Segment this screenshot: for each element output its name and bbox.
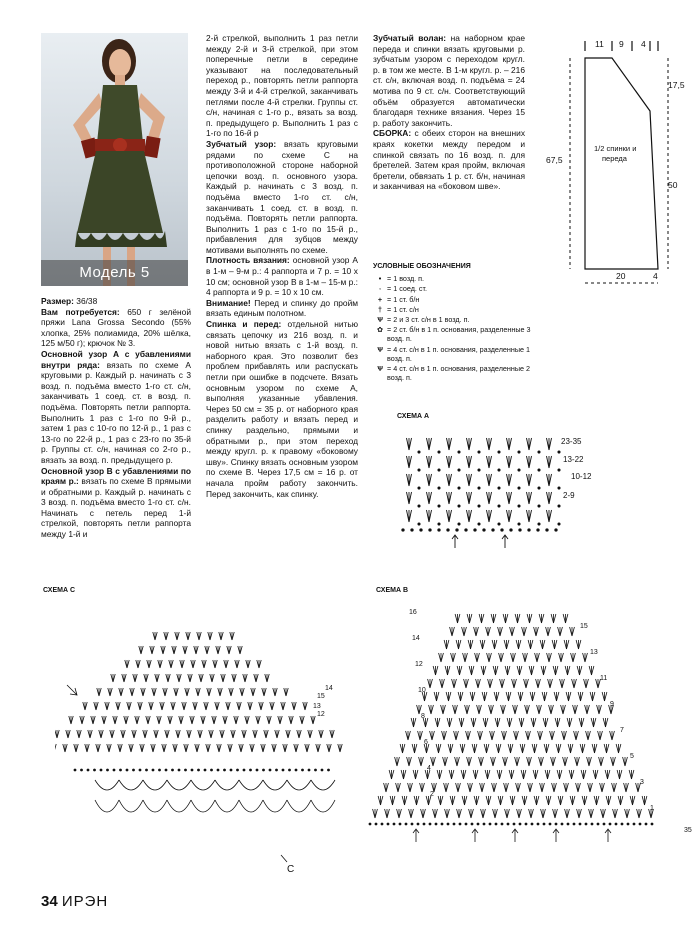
assembly-paragraph bbox=[373, 128, 525, 192]
chain-dot bbox=[289, 769, 291, 771]
chain-dot bbox=[633, 823, 635, 825]
chain-dot bbox=[538, 469, 540, 471]
chain-dot bbox=[133, 769, 135, 771]
chain-dot bbox=[558, 523, 560, 525]
scheme-b-row-label: 16 bbox=[409, 609, 417, 616]
chain-dot bbox=[603, 823, 605, 825]
chain-dot bbox=[558, 487, 560, 489]
legend-text: = 4 ст. с/н в 1 п. основания, разделенные 2 возд. п. bbox=[387, 364, 530, 383]
chain-dot bbox=[459, 823, 461, 825]
chain-dot bbox=[435, 823, 437, 825]
chain-dot bbox=[211, 769, 213, 771]
legend-text: = 4 ст. с/н в 1 п. основания, разделенные 1 возд. п. bbox=[387, 344, 530, 363]
chain-dot bbox=[387, 823, 389, 825]
arrow-mark bbox=[553, 829, 559, 842]
chain-dot bbox=[471, 823, 473, 825]
chain-dot bbox=[458, 451, 460, 453]
scheme-b-row-label: 1 bbox=[650, 805, 654, 812]
chain-dot bbox=[100, 769, 102, 771]
zigzag-value: вязать круговыми рядами по схеме С на противоположной стороне наборной цепочки возд. п. основного узора. Каждый р. начинать с 3 возд. п. подъёма вместо 1-го ст. с/н, заканчивать 1 соед. ст. в возд. п. подъёма. Повторять петли раппорта. Выполнить 1 раз с 1-го по 15-й р., прибавления для зубцов между мотивами выполнять по схеме. bbox=[206, 138, 358, 255]
legend-item bbox=[373, 295, 533, 304]
scallop-mark bbox=[167, 800, 191, 812]
assembly-label: СБОРКА: bbox=[373, 128, 412, 139]
model-photo bbox=[41, 33, 188, 286]
chain-dot bbox=[417, 823, 419, 825]
chain-dot bbox=[308, 769, 310, 771]
chain-dot bbox=[250, 769, 252, 771]
scheme-c-row-label: 13 bbox=[313, 703, 321, 710]
chain-dot bbox=[458, 487, 460, 489]
chain-dot bbox=[651, 823, 653, 825]
back-front-paragraph bbox=[206, 319, 358, 499]
chain-dot bbox=[478, 487, 480, 489]
chain-dot bbox=[375, 823, 377, 825]
attention-value: Перед и спинку до пройм вязать единым полотном. bbox=[206, 297, 359, 319]
chain-dot bbox=[531, 823, 533, 825]
chain-dot bbox=[224, 769, 226, 771]
chain-dot bbox=[139, 769, 141, 771]
pattern-a-paragraph bbox=[41, 349, 191, 466]
chain-dot bbox=[558, 451, 560, 453]
chain-dot bbox=[518, 487, 520, 489]
dim-top-3: 4 bbox=[641, 39, 646, 49]
legend-symbol: ✿ bbox=[376, 325, 384, 335]
chain-dot bbox=[465, 823, 467, 825]
chain-dot bbox=[441, 823, 443, 825]
pattern-b-value: вязать по схеме В прямыми и обратными р. Каждый р. начинать с 3 возд. п. подъёма вместо 1-го ст. с/н. Начинать с петель перед 1-й стрелкой, повторять петли раппорта между 1-й и bbox=[41, 476, 192, 540]
scheme-b-row-label: 11 bbox=[600, 675, 608, 682]
chain-dot bbox=[230, 769, 232, 771]
chain-dot bbox=[269, 769, 271, 771]
arrow-mark bbox=[472, 829, 478, 842]
chain-dot bbox=[501, 823, 503, 825]
chain-dot bbox=[402, 529, 404, 531]
legend-text: = 1 ст. б/н bbox=[387, 294, 420, 304]
zigzag-paragraph bbox=[206, 139, 358, 256]
chain-dot bbox=[263, 769, 265, 771]
scheme-c-row-label: 14 bbox=[325, 685, 333, 692]
scallop-mark bbox=[191, 800, 215, 812]
schematic-label-1: 1/2 спинки и bbox=[594, 144, 637, 153]
chain-dot bbox=[597, 823, 599, 825]
chain-dot bbox=[243, 769, 245, 771]
chain-dot bbox=[172, 769, 174, 771]
dim-bottom-1: 20 bbox=[616, 271, 626, 281]
chain-dot bbox=[438, 529, 440, 531]
legend-symbol: + bbox=[377, 294, 383, 304]
chain-dot bbox=[478, 505, 480, 507]
chain-dot bbox=[498, 523, 500, 525]
chain-dot bbox=[567, 823, 569, 825]
chain-dot bbox=[639, 823, 641, 825]
scheme-b-row-label: 10 bbox=[418, 687, 426, 694]
chain-dot bbox=[295, 769, 297, 771]
scallop-mark bbox=[215, 800, 239, 812]
pattern-a-value: вязать по схеме А круговыми р. Каждый р. начинать с 3 возд. п. подъёма вместо 1-го ст. с/н, заканчивать 1 соед. ст. в возд. п. подъёма. Повторять петли раппорта. Выполнить 1 раз с 1-го по 9-й р., затем 1 раз с 10-го по 12-й р., 1 раз с 13-го по 22-й р., 1 раз с 23-го по 35-й р. Группы ст. с/н, начиная со 2-го р., вязать за возд. п. предыдущего р. bbox=[41, 359, 191, 465]
chain-dot bbox=[518, 469, 520, 471]
chain-dot bbox=[438, 451, 440, 453]
scallop-mark bbox=[311, 780, 335, 790]
chain-dot bbox=[159, 769, 161, 771]
column-1 bbox=[41, 296, 191, 540]
chain-dot bbox=[328, 769, 330, 771]
scallop-mark bbox=[239, 780, 263, 790]
legend-item bbox=[373, 305, 533, 314]
arrow-mark bbox=[413, 829, 419, 842]
chain-dot bbox=[518, 505, 520, 507]
size-value: 36/38 bbox=[76, 296, 98, 306]
scallop-mark bbox=[143, 780, 167, 790]
legend-title: УСЛОВНЫЕ ОБОЗНАЧЕНИЯ bbox=[373, 263, 471, 270]
chain-dot bbox=[483, 529, 485, 531]
pattern-b-paragraph bbox=[41, 466, 191, 540]
chain-dot bbox=[510, 529, 512, 531]
chain-dot bbox=[152, 769, 154, 771]
scallop-mark bbox=[311, 800, 335, 812]
chain-dot bbox=[621, 823, 623, 825]
scallop-mark bbox=[191, 780, 215, 790]
chain-dot bbox=[538, 505, 540, 507]
chain-dot bbox=[498, 469, 500, 471]
chain-dot bbox=[438, 469, 440, 471]
chain-dot bbox=[256, 769, 258, 771]
legend-text: = 2 и 3 ст. с/н в 1 возд. п. bbox=[387, 315, 470, 325]
chain-dot bbox=[492, 529, 494, 531]
chain-dot bbox=[483, 823, 485, 825]
dim-top-1: 11 bbox=[595, 39, 604, 49]
chain-dot bbox=[429, 529, 431, 531]
chain-dot bbox=[438, 487, 440, 489]
magazine-name: ИРЭН bbox=[61, 893, 109, 910]
arrow-mark bbox=[452, 535, 458, 548]
scheme-c-row-label: 12 bbox=[317, 711, 325, 718]
chain-dot bbox=[518, 451, 520, 453]
model-label: Модель 5 bbox=[41, 260, 188, 286]
chain-dot bbox=[418, 523, 420, 525]
dim-height-upper: 17,5 bbox=[668, 80, 685, 90]
scallop-mark bbox=[167, 780, 191, 790]
chain-dot bbox=[573, 823, 575, 825]
chain-dot bbox=[429, 823, 431, 825]
chain-dot bbox=[558, 469, 560, 471]
chain-dot bbox=[302, 769, 304, 771]
scheme-c-letter: C bbox=[287, 864, 295, 875]
chain-dot bbox=[198, 769, 200, 771]
chain-dot bbox=[474, 529, 476, 531]
chain-dot bbox=[458, 469, 460, 471]
pattern-schematic bbox=[540, 33, 690, 293]
attention-label: Внимание! bbox=[206, 297, 251, 308]
chain-dot bbox=[555, 823, 557, 825]
chain-dot bbox=[423, 823, 425, 825]
chain-dot bbox=[447, 529, 449, 531]
legend-item bbox=[373, 284, 533, 293]
chain-dot bbox=[477, 823, 479, 825]
chain-dot bbox=[276, 769, 278, 771]
chain-dot bbox=[543, 823, 545, 825]
chain-dot bbox=[458, 505, 460, 507]
chain-dot bbox=[561, 823, 563, 825]
chain-dot bbox=[645, 823, 647, 825]
chain-dot bbox=[120, 769, 122, 771]
legend-text: = 2 ст. б/н в 1 п. основания, разделенные 3 возд. п. bbox=[387, 325, 531, 344]
chain-dot bbox=[546, 529, 548, 531]
legend-symbol: Ѱ bbox=[377, 364, 383, 374]
chain-dot bbox=[411, 823, 413, 825]
scheme-b-row-label: 9 bbox=[610, 701, 614, 708]
chain-dot bbox=[538, 451, 540, 453]
chain-dot bbox=[498, 505, 500, 507]
chain-dot bbox=[87, 769, 89, 771]
chain-dot bbox=[513, 823, 515, 825]
chain-dot bbox=[627, 823, 629, 825]
chain-dot bbox=[489, 823, 491, 825]
arrow-mark bbox=[67, 685, 77, 695]
scheme-b-row-label: 2 bbox=[430, 791, 434, 798]
page-footer bbox=[41, 893, 108, 910]
scallop-mark bbox=[95, 780, 119, 790]
chain-dot bbox=[405, 823, 407, 825]
zigzag-label: Зубчатый узор: bbox=[206, 138, 277, 149]
chain-dot bbox=[107, 769, 109, 771]
materials-paragraph bbox=[41, 307, 191, 349]
chain-dot bbox=[453, 823, 455, 825]
legend-text: = 1 соед. ст. bbox=[387, 284, 427, 294]
legend-item bbox=[373, 274, 533, 283]
scheme-b-row-label: 6 bbox=[424, 739, 428, 746]
pattern-b-continued: 2-й стрелкой, выполнить 1 раз петли между 2-й и 3-й стрелкой, при этом поперечные петли в середине указывают на последовательный переход р., повторять петли раппорта между 3-й и 4-й стрелкой, заканчивать петлями после 4-й стрелки. Группы ст. с/н, начиная с 1-го р., вязать за возд. п. предыдущего р. Выполнить 1 раз с 1-го по 16-й р bbox=[206, 33, 358, 139]
chain-dot bbox=[418, 451, 420, 453]
scallop-mark bbox=[215, 780, 239, 790]
scheme-b-row-label: 15 bbox=[580, 623, 588, 630]
ruffle-value: на наборном крае переда и спинки вязать круговыми р. зубчатым узором с переходом кругл. р. в том же месте. В 1-м кругл. р. – 216 ст. с/н, включая возд. п. подъёма = 24 мотива по 9 ст. с/н. Соответствующий объём образуется автоматически благодаря технике вязания. Через 15 р. работу закончить. bbox=[373, 33, 526, 128]
chain-dot bbox=[447, 823, 449, 825]
scheme-a-label: СХЕМА А bbox=[397, 413, 430, 420]
scheme-b-row-label: 8 bbox=[421, 713, 425, 720]
chain-dot bbox=[519, 529, 521, 531]
ruffle-paragraph bbox=[373, 33, 525, 128]
chain-dot bbox=[537, 823, 539, 825]
density-paragraph bbox=[206, 255, 358, 297]
chain-dot bbox=[185, 769, 187, 771]
chain-dot bbox=[237, 769, 239, 771]
legend-text: = 1 возд. п. bbox=[387, 274, 425, 284]
chain-dot bbox=[615, 823, 617, 825]
scheme-a-row-label: 23-35 bbox=[561, 437, 582, 446]
chain-dot bbox=[538, 523, 540, 525]
chain-dot bbox=[81, 769, 83, 771]
legend-symbol: ◦ bbox=[378, 284, 382, 294]
page-number: 34 bbox=[41, 893, 58, 910]
chain-dot bbox=[146, 769, 148, 771]
scallop-mark bbox=[287, 780, 311, 790]
scheme-c-row-label: 15 bbox=[317, 693, 325, 700]
chain-dot bbox=[456, 529, 458, 531]
chain-dot bbox=[478, 523, 480, 525]
chain-dot bbox=[585, 823, 587, 825]
scallop-mark bbox=[119, 800, 143, 812]
scheme-b-row-label: 3 bbox=[640, 779, 644, 786]
dim-bottom-2: 4 bbox=[653, 271, 658, 281]
legend-item bbox=[373, 364, 533, 382]
back-front-label: Спинка и перед: bbox=[206, 319, 282, 330]
chain-dot bbox=[420, 529, 422, 531]
chain-dot bbox=[217, 769, 219, 771]
chain-dot bbox=[94, 769, 96, 771]
chain-dot bbox=[191, 769, 193, 771]
chain-dot bbox=[558, 505, 560, 507]
chain-dot bbox=[478, 469, 480, 471]
scheme-b-corner-label: 35 bbox=[684, 827, 692, 834]
chain-dot bbox=[579, 823, 581, 825]
chain-dot bbox=[369, 823, 371, 825]
density-value: основной узор А в 1-м – 9-м р.: 4 раппорта и 7 р. = 10 х 10 см; основной узор В в 1-м – 15-м р.: 4 раппорта и 9 р. = 10 х 10 см. bbox=[206, 255, 359, 298]
chain-dot bbox=[555, 529, 557, 531]
chain-dot bbox=[381, 823, 383, 825]
chain-dot bbox=[315, 769, 317, 771]
scheme-b-row-label: 13 bbox=[590, 649, 598, 656]
chain-dot bbox=[498, 451, 500, 453]
pattern-a-label: Основной узор А с убавлениями внутри ряда: bbox=[41, 348, 191, 370]
scallop-mark bbox=[263, 800, 287, 812]
chain-dot bbox=[507, 823, 509, 825]
arrow-mark bbox=[512, 829, 518, 842]
chain-dot bbox=[411, 529, 413, 531]
size-paragraph bbox=[41, 296, 191, 307]
chain-dot bbox=[478, 451, 480, 453]
arrow-mark bbox=[281, 855, 287, 862]
model-illustration bbox=[41, 33, 188, 286]
chain-dot bbox=[393, 823, 395, 825]
legend-item bbox=[373, 325, 533, 343]
chain-dot bbox=[113, 769, 115, 771]
arrow-mark bbox=[605, 829, 611, 842]
chain-dot bbox=[609, 823, 611, 825]
scallop-mark bbox=[239, 800, 263, 812]
ruffle-label: Зубчатый волан: bbox=[373, 33, 447, 43]
chain-dot bbox=[591, 823, 593, 825]
scheme-a-row-label: 10-12 bbox=[571, 472, 592, 481]
density-label: Плотность вязания: bbox=[206, 255, 290, 266]
materials-value: 650 г зелёной пряжи Lana Grossa Secondo (55% хлопка, 25% полиамида, 20% шёлка, 125 м/50 г); крючок № 3. bbox=[41, 306, 191, 349]
chain-dot bbox=[528, 529, 530, 531]
dim-height-lower: 50 bbox=[668, 180, 678, 190]
chain-dot bbox=[501, 529, 503, 531]
chain-dot bbox=[518, 523, 520, 525]
chain-dot bbox=[282, 769, 284, 771]
scallop-mark bbox=[263, 780, 287, 790]
scallop-mark bbox=[143, 800, 167, 812]
chain-dot bbox=[418, 505, 420, 507]
scheme-b-chart bbox=[340, 600, 695, 845]
legend-symbol: Ѱ bbox=[377, 315, 383, 325]
back-front-value: отдельной нитью связать цепочку из 216 возд. п. и новой нитью вязать с 1-й возд. п. наборного края. Это позволит без проблем прибавлять или распускать петли при ошибке в подсчете. Вязать основным узором по схеме А, выполняя указанные убавления. Через 50 см = 35 р. от наборного края разделить работу и вязать перед и спинку раздельно, прямыми и обратными р., при этом переход между кругл. р. к правому «боковому шву». Спинку вязать основным узором по схеме В. Через 17,5 см = 16 р. от начала пройм работу закончить. Перед закончить, как спинку. bbox=[206, 319, 359, 499]
scheme-b-row-label: 5 bbox=[630, 753, 634, 760]
chain-dot bbox=[74, 769, 76, 771]
legend-item bbox=[373, 345, 533, 363]
chain-dot bbox=[525, 823, 527, 825]
legend-symbol: Ѱ bbox=[377, 344, 383, 354]
scheme-a-row-label: 13-22 bbox=[563, 455, 584, 464]
chain-dot bbox=[538, 487, 540, 489]
chain-dot bbox=[418, 469, 420, 471]
legend-symbol: • bbox=[378, 274, 382, 284]
column-2 bbox=[206, 33, 358, 499]
scallop-mark bbox=[119, 780, 143, 790]
stitch-mark bbox=[55, 744, 56, 752]
chain-dot bbox=[495, 823, 497, 825]
chain-dot bbox=[498, 487, 500, 489]
scheme-b-row-label: 14 bbox=[412, 635, 420, 642]
dim-height-total: 67,5 bbox=[546, 155, 563, 165]
size-label: Размер: bbox=[41, 296, 74, 306]
column-3 bbox=[373, 33, 525, 192]
chain-dot bbox=[126, 769, 128, 771]
chain-dot bbox=[399, 823, 401, 825]
legend-symbol: † bbox=[378, 304, 382, 314]
scheme-a-chart bbox=[395, 422, 605, 552]
chain-dot bbox=[537, 529, 539, 531]
chain-dot bbox=[549, 823, 551, 825]
chain-dot bbox=[178, 769, 180, 771]
scheme-b-label: СХЕМА B bbox=[376, 587, 409, 594]
attention-paragraph bbox=[206, 298, 358, 319]
chain-dot bbox=[458, 523, 460, 525]
legend-text: = 1 ст. с/н bbox=[387, 304, 419, 314]
chain-dot bbox=[165, 769, 167, 771]
scheme-b-row-label: 12 bbox=[415, 661, 423, 668]
schematic-label-2: переда bbox=[602, 154, 627, 163]
chain-dot bbox=[438, 505, 440, 507]
dim-top-2: 9 bbox=[619, 39, 624, 49]
scheme-b-row-label: 4 bbox=[427, 765, 431, 772]
scheme-c-label: СХЕМА С bbox=[43, 587, 76, 594]
scheme-b-row-label: 7 bbox=[620, 727, 624, 734]
arrow-mark bbox=[502, 535, 508, 548]
scheme-a-row-label: 2-9 bbox=[563, 491, 575, 500]
schematic-outline bbox=[585, 58, 658, 269]
pattern-b-label: Основной узор В с убавлениями по краям р.: bbox=[41, 465, 191, 487]
symbols-legend bbox=[373, 262, 533, 383]
assembly-value: с обеих сторон на внешних краях кокетки между передом и спинкой связать по 16 возд. п. для бретелей. Затем края пройм, включая бретели, обвязать 1 р. ст. б/н, начиная и заканчивая на «боковом шве». bbox=[373, 128, 526, 192]
chain-dot bbox=[438, 523, 440, 525]
chain-dot bbox=[519, 823, 521, 825]
scallop-mark bbox=[95, 800, 119, 812]
legend-item bbox=[373, 315, 533, 324]
scheme-c-chart bbox=[55, 590, 355, 890]
chain-dot bbox=[418, 487, 420, 489]
materials-label: Вам потребуется: bbox=[41, 306, 120, 317]
chain-dot bbox=[465, 529, 467, 531]
chain-dot bbox=[204, 769, 206, 771]
scallop-mark bbox=[287, 800, 311, 812]
chain-dot bbox=[321, 769, 323, 771]
